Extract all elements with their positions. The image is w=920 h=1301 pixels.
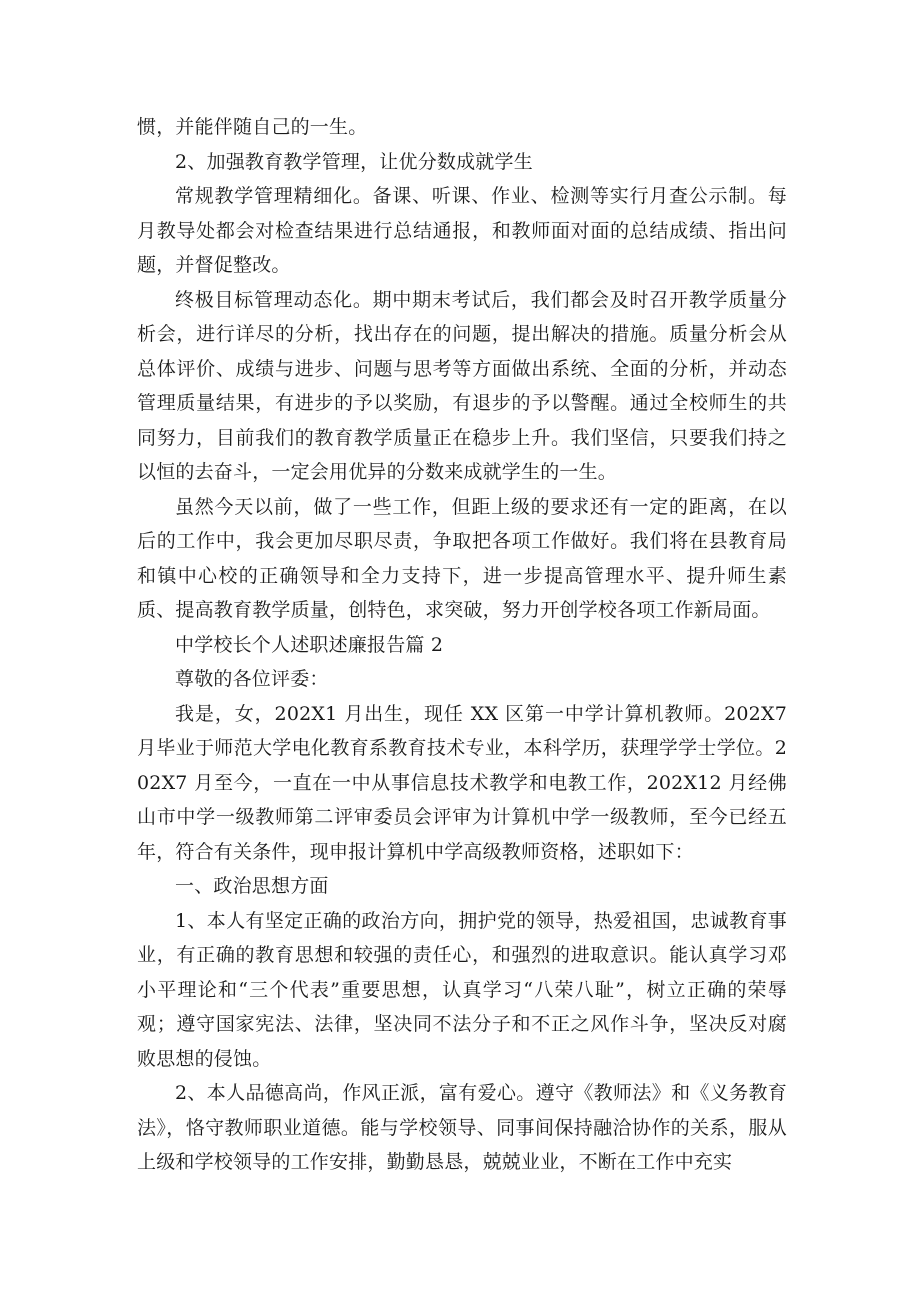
section-heading: 2、加强教育教学管理，让优分数成就学生 — [175, 150, 533, 173]
paragraph: 常规教学管理精细化。备课、听课、作业、检测等实行月查公示制。每月教导处都会对检查结果进行总结通报，和教师面对面的总结成绩、指出问题，并督促整改。 — [137, 185, 787, 276]
paragraph: 我是，女，202X1 月出生，现任 XX 区第一中学计算机教师。202X7 月毕业于师范大学电化教育系教育技术专业，本科学历，获理学学士学位。202X7 月至今，一直在一中从事信息技术教学和电教工作，202X12 月经佛山市中学一级教师第二评审委员会评审为计算机中学一级教师，至今已经五年，符合有关条件，现申报计算机中学高级教师资格，述职如下： — [137, 702, 787, 863]
paragraph: 1、本人有坚定正确的政治方向，拥护党的领导，热爱祖国，忠诚教育事业，有正确的教育思想和较强的责任心，和强烈的进取意识。能认真学习邓小平理论和“三个代表”重要思想，认真学习“八荣八耻”，树立正确的荣辱观；遵守国家宪法、法律，坚决同不法分子和不正之风作斗争，坚决反对腐败思想的侵蚀。 — [137, 909, 787, 1070]
paragraph: 终极目标管理动态化。期中期末考试后，我们都会及时召开教学质量分析会，进行详尽的分析，找出存在的问题，提出解决的措施。质量分析会从总体评价、成绩与进步、问题与思考等方面做出系统、全面的分析，并动态管理质量结果，有进步的予以奖励，有退步的予以警醒。通过全校师生的共同努力，目前我们的教育教学质量正在稳步上升。我们坚信，只要我们持之以恒的去奋斗，一定会用优异的分数来成就学生的一生。 — [137, 288, 787, 483]
section-heading: 一、政治思想方面 — [175, 875, 329, 897]
paragraph: 2、本人品德高尚，作风正派，富有爱心。遵守《教师法》和《义务教育法》，恪守教师职业道德。能与学校领导、同事间保持融洽协作的关系，服从上级和学校领导的工作安排，勤勤恳恳，兢兢业业，不断在工作中充实 — [137, 1082, 787, 1173]
document-body — [137, 110, 787, 1180]
paragraph: 惯，并能伴随自己的一生。 — [137, 116, 368, 138]
salutation: 尊敬的各位评委： — [175, 668, 329, 690]
report-title: 中学校长个人述职述廉报告篇 2 — [175, 633, 444, 656]
paragraph: 虽然今天以前，做了一些工作，但距上级的要求还有一定的距离，在以后的工作中，我会更加尽职尽责，争取把各项工作做好。我们将在县教育局和镇中心校的正确领导和全力支持下，进一步提高管理水平、提升师生素质、提高教育教学质量，创特色，求突破，努力开创学校各项工作新局面。 — [137, 495, 787, 621]
